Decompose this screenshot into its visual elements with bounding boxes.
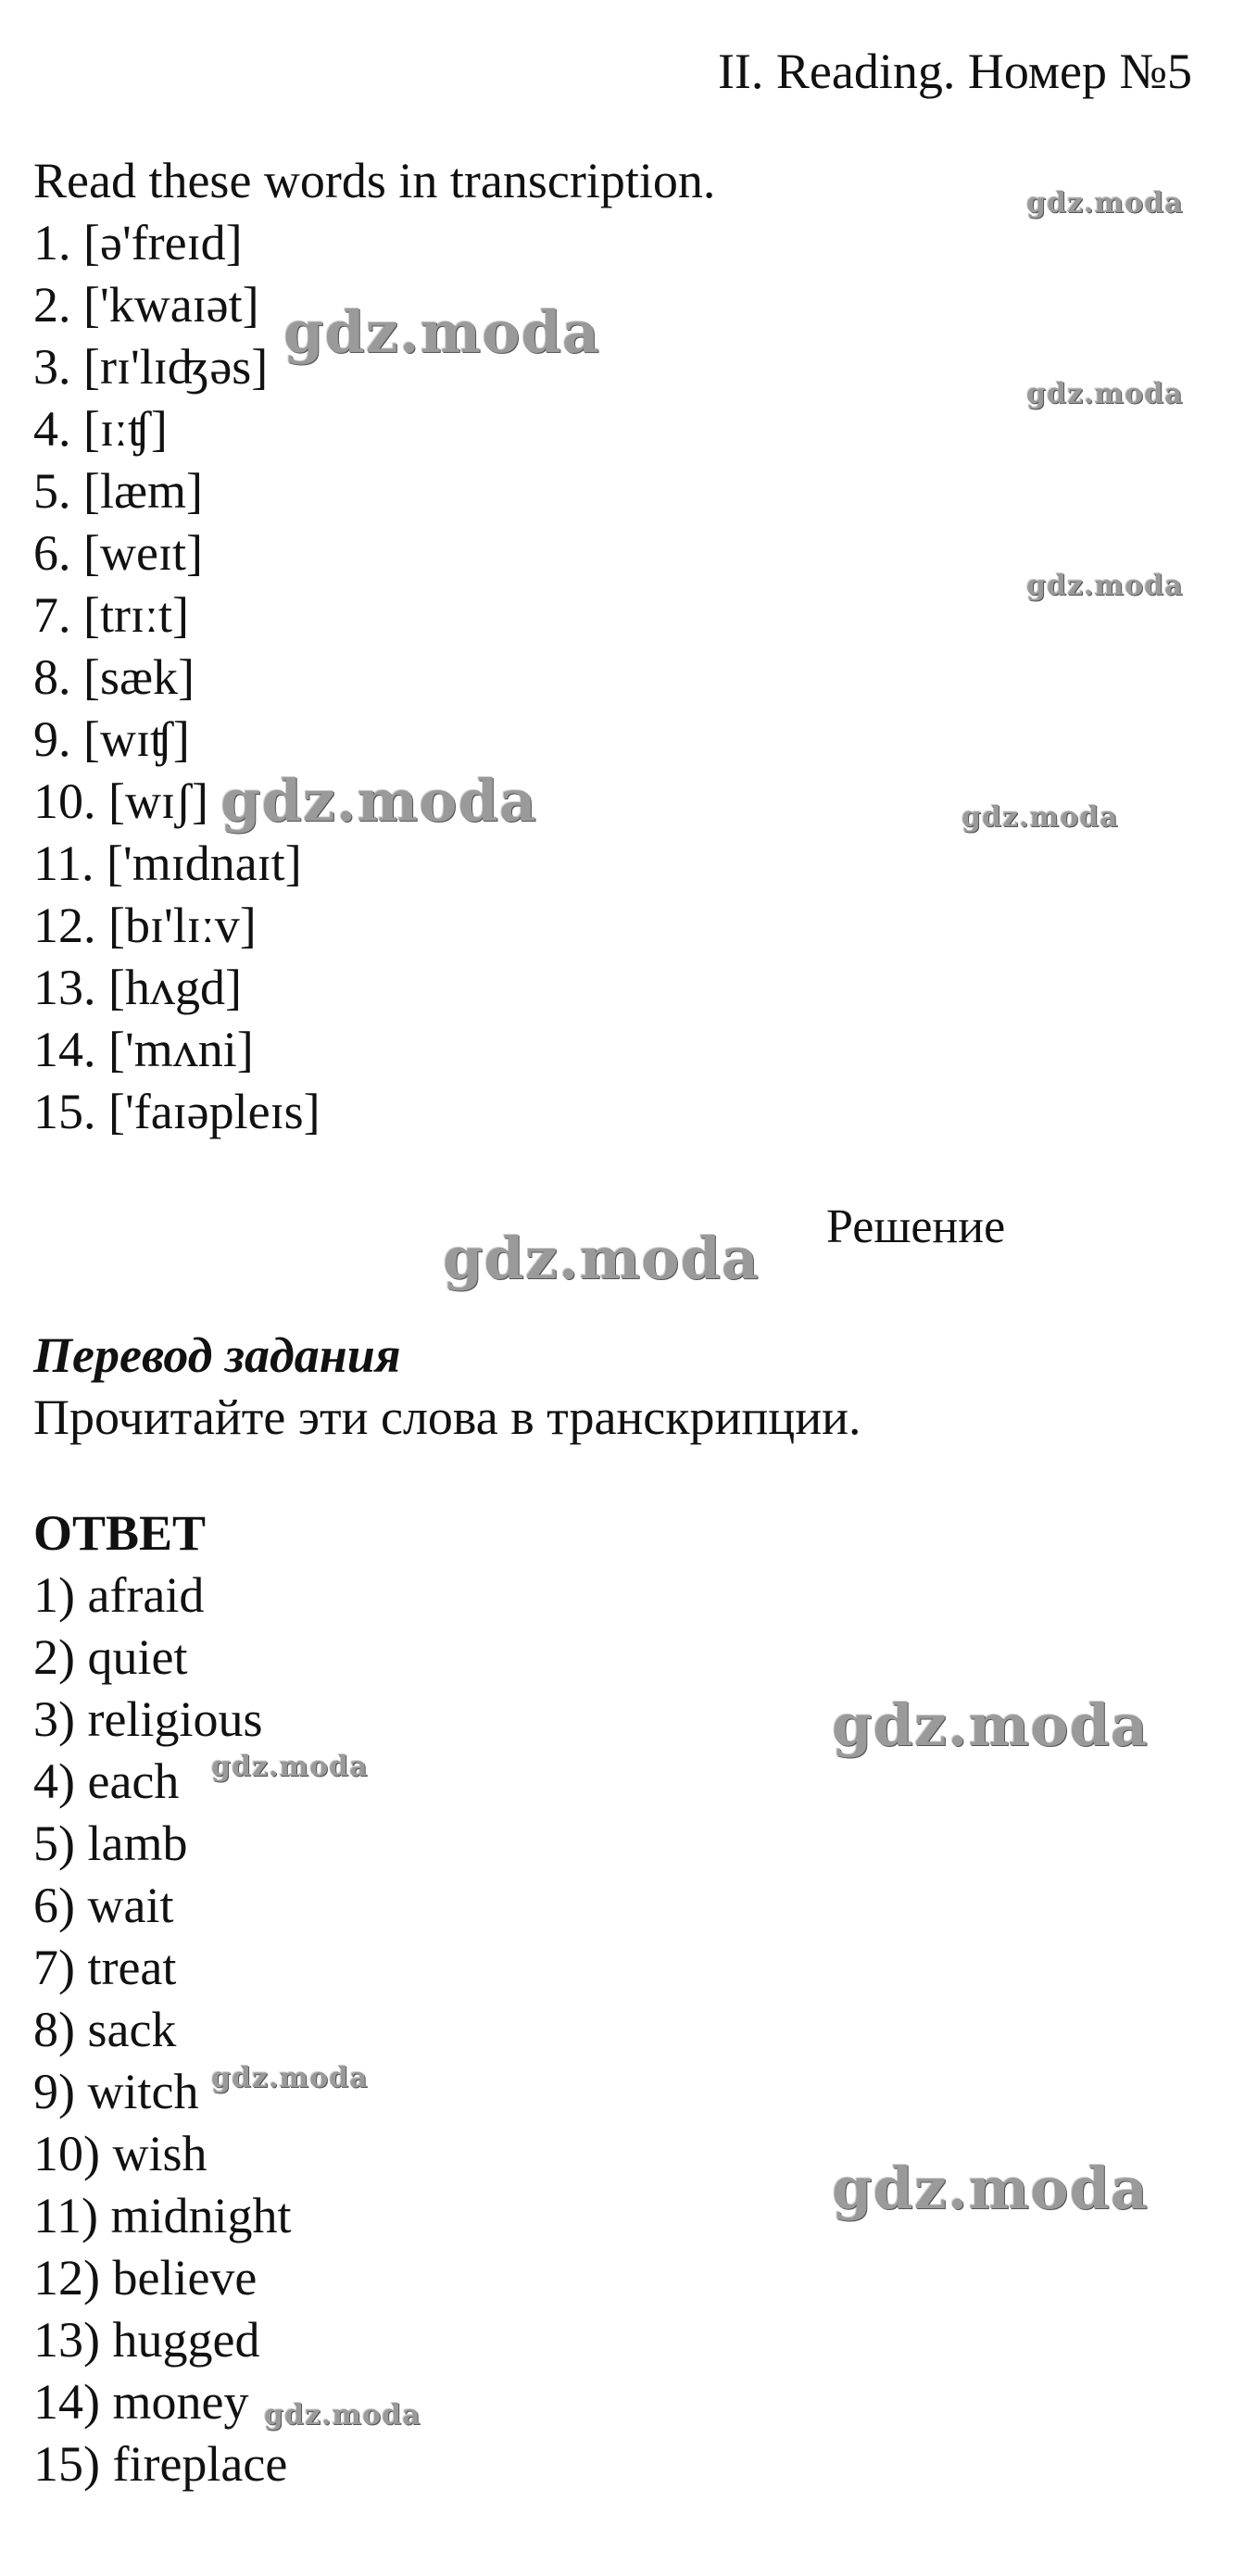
transcription-item: 12. [bɪ'lɪːv] xyxy=(33,898,257,953)
answer-item: 2) quiet xyxy=(33,1629,188,1685)
watermark: gdz.moda xyxy=(443,1225,760,1292)
answer-item: 3) religious xyxy=(33,1691,263,1747)
answer-section xyxy=(33,1502,292,2495)
answer-item: 6) wait xyxy=(33,1878,174,1933)
answer-item: 4) each xyxy=(33,1753,180,1809)
page-header: II. Reading. Номер №5 xyxy=(717,44,1192,99)
transcription-item: 2. ['kwaɪət] xyxy=(33,277,259,333)
answer-item: 11) midnight xyxy=(33,2188,292,2243)
transcription-item: 3. [rɪ'lɪʤəs] xyxy=(33,339,269,395)
task-instruction: Read these words in transcription. xyxy=(33,153,716,208)
watermark: gdz.moda xyxy=(832,1691,1149,1759)
answer-item: 15) fireplace xyxy=(33,2436,288,2492)
watermark: gdz.moda xyxy=(264,2399,421,2431)
transcription-item: 9. [wɪʧ] xyxy=(33,711,190,767)
watermark: gdz.moda xyxy=(283,298,600,366)
watermark: gdz.moda xyxy=(211,1751,369,1783)
answer-item: 13) hugged xyxy=(33,2312,260,2368)
solution-label: Решение xyxy=(826,1200,1006,1253)
task-section xyxy=(33,150,715,1143)
watermark: gdz.moda xyxy=(1026,570,1184,602)
transcription-item: 10. [wɪʃ] xyxy=(33,773,208,829)
transcription-item: 15. ['faɪəpleɪs] xyxy=(33,1084,321,1139)
translation-section xyxy=(33,1325,861,1449)
translation-heading: Перевод задания xyxy=(33,1327,401,1383)
answer-item: 1) afraid xyxy=(33,1567,205,1623)
transcription-item: 6. [weɪt] xyxy=(33,525,203,581)
translation-text: Прочитайте эти слова в транскрипции. xyxy=(33,1389,861,1445)
transcription-item: 13. [hʌgd] xyxy=(33,960,242,1015)
watermark: gdz.moda xyxy=(962,801,1119,834)
transcription-item: 14. ['mʌni] xyxy=(33,1022,254,1077)
answer-heading: ОТВЕТ xyxy=(33,1505,207,1561)
watermark: gdz.moda xyxy=(832,2155,1149,2222)
transcription-item: 7. [trɪːt] xyxy=(33,587,189,643)
answer-item: 9) witch xyxy=(33,2064,199,2119)
transcription-item: 1. [ə'freɪd] xyxy=(33,215,243,270)
transcription-item: 5. [læm] xyxy=(33,463,203,519)
answer-item: 14) money xyxy=(33,2374,249,2430)
answer-item: 10) wish xyxy=(33,2126,207,2181)
watermark: gdz.moda xyxy=(211,2062,369,2094)
watermark: gdz.moda xyxy=(1026,378,1184,410)
transcription-item: 8. [sæk] xyxy=(33,649,195,705)
answer-item: 7) treat xyxy=(33,1940,177,1995)
answer-item: 8) sack xyxy=(33,2002,177,2057)
transcription-item: 4. [ɪːʧ] xyxy=(33,401,168,457)
answer-item: 12) believe xyxy=(33,2250,258,2306)
watermark: gdz.moda xyxy=(1026,187,1184,220)
watermark: gdz.moda xyxy=(220,767,537,835)
transcription-item: 11. ['mɪdnaɪt] xyxy=(33,836,302,891)
answer-item: 5) lamb xyxy=(33,1816,188,1871)
